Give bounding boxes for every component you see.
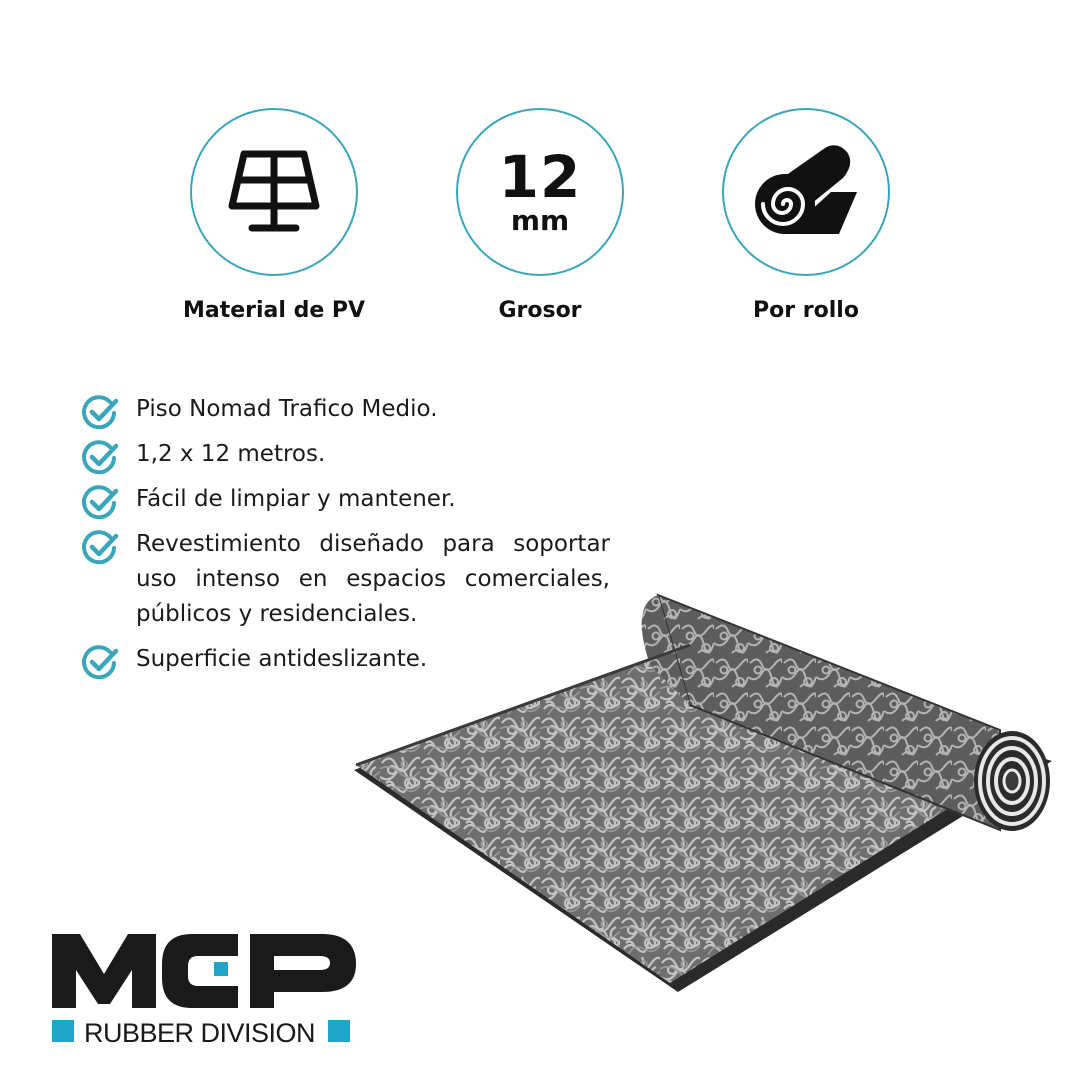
list-item-text: Fácil de limpiar y mantener. (136, 486, 456, 512)
mcp-wordmark (52, 930, 362, 1010)
logo-subtitle: RUBBER DIVISION (84, 1018, 316, 1048)
thickness-unit: mm (510, 204, 570, 237)
check-circle-icon (80, 438, 120, 478)
feature-roll (676, 108, 936, 323)
feature-thickness-circle (456, 108, 624, 276)
list-item-text: Revestimiento diseñado para soportar uso intenso en espacios comerciales, públicos y residenciales. (136, 531, 610, 627)
check-circle-icon (80, 643, 120, 683)
check-circle-icon (80, 483, 120, 523)
list-item (80, 392, 610, 427)
feature-roll-circle (722, 108, 890, 276)
logo-accent-square-right (328, 1020, 350, 1042)
coil-mat-image (340, 555, 1060, 1000)
check-circle-icon (80, 393, 120, 433)
list-item-text: Superficie antideslizante. (136, 646, 428, 672)
feature-thickness-label: Grosor (498, 298, 582, 323)
feature-thickness (410, 108, 670, 323)
check-circle-icon (80, 528, 120, 568)
list-item (80, 482, 610, 517)
mcp-logo (52, 930, 372, 1050)
list-item-text: Piso Nomad Trafico Medio. (136, 396, 438, 422)
solar-panel-icon (226, 144, 322, 240)
feature-roll-label: Por rollo (753, 298, 859, 323)
list-item (80, 437, 610, 472)
thickness-value: 12 (498, 143, 582, 211)
feature-material (144, 108, 404, 323)
feature-material-label: Material de PV (182, 298, 366, 323)
logo-accent-square-left (52, 1020, 74, 1042)
roll-icon (751, 142, 861, 242)
feature-material-circle (190, 108, 358, 276)
list-item-text: 1,2 x 12 metros. (136, 441, 326, 467)
